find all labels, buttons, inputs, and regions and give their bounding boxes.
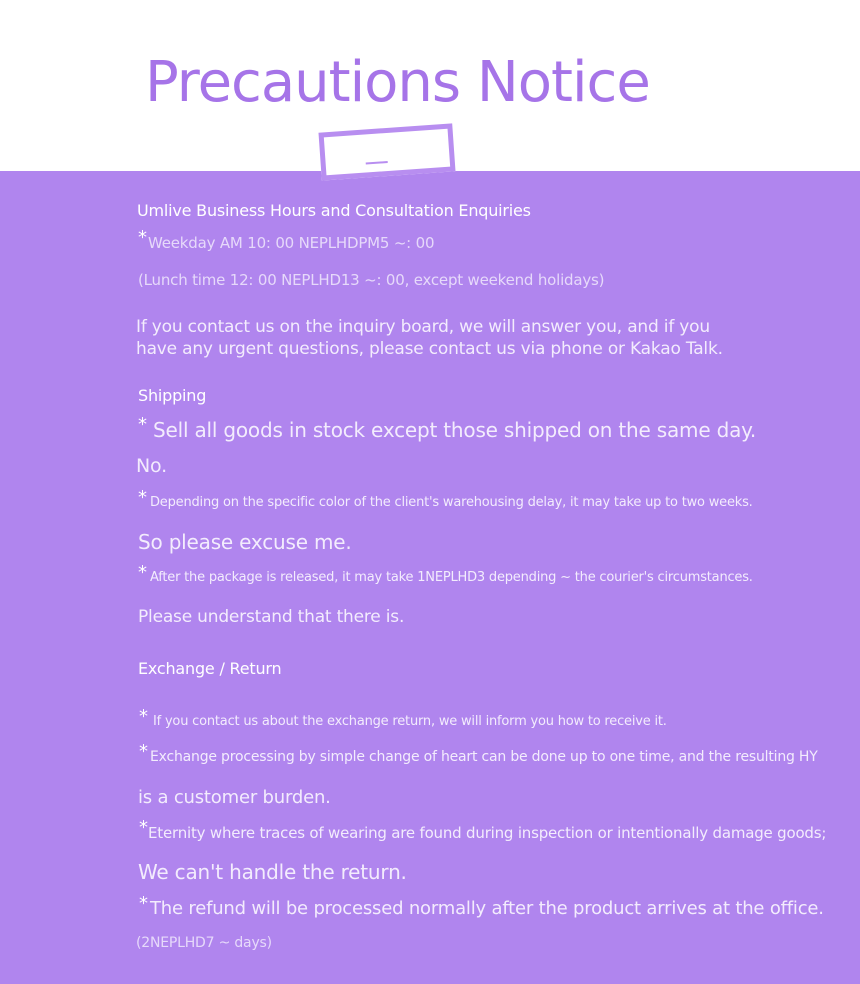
shipping-heading: Shipping bbox=[138, 386, 207, 405]
shipping-item-1: Sell all goods in stock except those shipped on the same day. bbox=[153, 418, 757, 442]
exchange-item-3-cont: We can't handle the return. bbox=[138, 860, 407, 884]
exchange-item-3: Eternity where traces of wearing are found during inspection or intentionally damage goods; bbox=[148, 824, 827, 842]
hours-contact-line1: If you contact us on the inquiry board, we will answer you, and if you bbox=[136, 317, 710, 337]
exchange-item-2-cont: is a customer burden. bbox=[138, 787, 331, 808]
asterisk-icon: * bbox=[138, 227, 147, 248]
shipping-item-2: Depending on the specific color of the client's warehousing delay, it may take up to two weeks. bbox=[150, 495, 753, 510]
decorative-tag bbox=[318, 123, 455, 180]
shipping-item-2-cont: So please excuse me. bbox=[138, 530, 352, 554]
exchange-item-2: Exchange processing by simple change of heart can be done up to one time, and the resulting HY bbox=[150, 749, 818, 765]
exchange-item-4-cont: (2NEPLHD7 ~ days) bbox=[136, 935, 272, 951]
page-title: Precautions Notice bbox=[145, 50, 650, 115]
hours-weekday: Weekday AM 10: 00 NEPLHDPM5 ~: 00 bbox=[148, 234, 435, 252]
asterisk-icon: * bbox=[138, 487, 147, 508]
hours-lunch: (Lunch time 12: 00 NEPLHD13 ~: 00, except weekend holidays) bbox=[138, 271, 605, 289]
hours-contact-line2: have any urgent questions, please contact us via phone or Kakao Talk. bbox=[136, 339, 723, 359]
asterisk-icon: * bbox=[138, 562, 147, 583]
asterisk-icon: * bbox=[139, 706, 148, 727]
asterisk-icon: * bbox=[139, 741, 148, 762]
shipping-item-3-cont: Please understand that there is. bbox=[138, 607, 405, 627]
shipping-item-1-cont: No. bbox=[136, 455, 167, 477]
asterisk-icon: * bbox=[139, 817, 148, 838]
exchange-item-4: The refund will be processed normally after the product arrives at the office. bbox=[150, 898, 824, 919]
shipping-item-3: After the package is released, it may take 1NEPLHD3 depending ~ the courier's circumstances. bbox=[150, 570, 753, 585]
exchange-item-1: If you contact us about the exchange return, we will inform you how to receive it. bbox=[153, 714, 667, 729]
asterisk-icon: * bbox=[139, 893, 148, 914]
asterisk-icon: * bbox=[138, 414, 147, 435]
hours-heading: Umlive Business Hours and Consultation Enquiries bbox=[137, 201, 531, 220]
exchange-heading: Exchange / Return bbox=[138, 659, 282, 678]
